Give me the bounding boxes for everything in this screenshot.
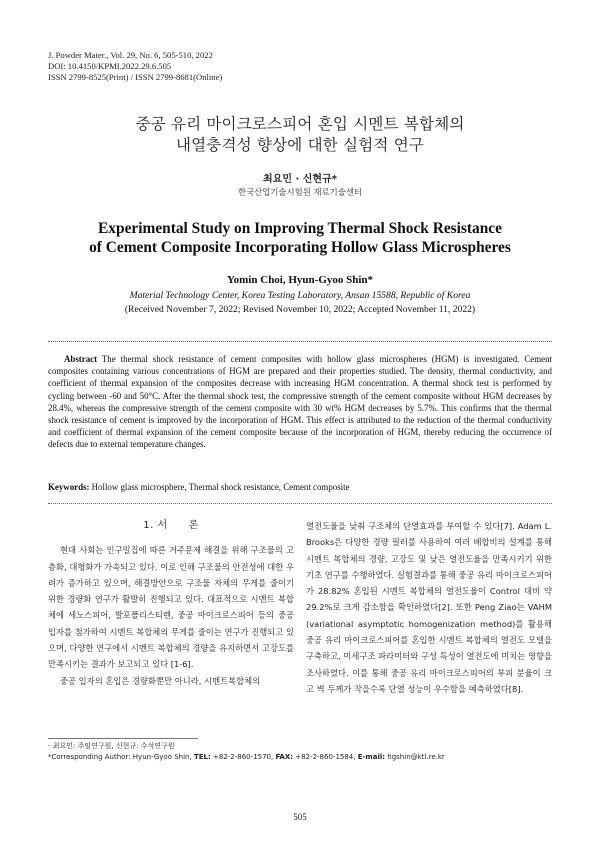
intro-paragraph-2: 중공 입자의 혼입은 경량화뿐만 아니라, 시멘트복합체의 bbox=[60, 675, 261, 686]
footnote-divider bbox=[48, 738, 198, 739]
corresponding-label: *Corresponding Author: bbox=[48, 753, 131, 761]
english-title-line1: Experimental Study on Improving Thermal Shock Resistance bbox=[98, 220, 502, 237]
email-label: E-mail: bbox=[357, 753, 386, 761]
fax-value: +82-2-860-1584, bbox=[295, 753, 356, 761]
intro-paragraph-continued: 열전도율을 낮춰 구조체의 단열효과를 부여할 수 있다[7]. Adam L. Brooks은 다양한 경량 필러를 사용하여 여러 배합비의 설계를 통해 시멘트 복합체의 경량, 고강도 및 낮은 열전도율을 만족시키기 위한 기초 연구를 수행하였다. 실험결과를 통해 중공 유리 마이크로스피어가 28.82% 혼입된 시멘트 복합체의 열전도율이 Control 대비 약 29.2%로 크게 감소함을 확인하였다[2]. 또한 Peng Ziao는 VAHM (variational asymptotic homogenization method)를 활용해 중공 유리 마이크로스피어를 혼입한 시멘트 복합체의 열전도 모델을 구축하고, 미세구조 파라미터와 구성 특성이 열전도에 미치는 영향을 조사하였다. 이를 통해 중공 유리 마이크로스피어의 부피 분율이 크고 벽 두께가 작을수록 단열 성능이 우수함을 예측하였다[8]. bbox=[306, 521, 552, 694]
journal-meta bbox=[48, 50, 222, 84]
tel-value: +82-2-860-1570, bbox=[213, 753, 274, 761]
keywords bbox=[48, 482, 552, 492]
author-roles: - 최요민: 주임연구원, 신현규: 수석연구원 bbox=[48, 742, 175, 750]
korean-affiliation: 한국산업기술시험원 재료기술센터 bbox=[237, 187, 362, 197]
footnotes bbox=[48, 741, 568, 763]
korean-title-line2: 내열충격성 향상에 대한 실험적 연구 bbox=[175, 136, 425, 154]
korean-authors: 최요민 · 신현규* bbox=[263, 174, 337, 185]
english-title bbox=[30, 219, 570, 257]
journal-issn: ISSN 2799-8525(Print) / ISSN 2799-8681(Online) bbox=[48, 72, 223, 83]
corresponding-name: Hyun-Gyoo Shin, bbox=[132, 753, 192, 761]
english-authors: Yomin Choi, Hyun-Gyoo Shin* bbox=[226, 274, 374, 286]
journal-citation: J. Powder Mater., Vol. 29, No. 6, 505-510, 2022 bbox=[48, 50, 213, 60]
fax-label: FAX: bbox=[275, 753, 294, 761]
korean-title bbox=[40, 114, 560, 156]
keywords-text: Hollow glass microsphere, Thermal shock resistance, Cement composite bbox=[91, 482, 350, 492]
left-column bbox=[48, 518, 294, 689]
right-column bbox=[306, 518, 552, 697]
received-dates: (Received November 7, 2022; Revised November 10, 2022; Accepted November 11, 2022) bbox=[124, 304, 476, 315]
dotted-divider-top bbox=[48, 341, 552, 342]
journal-doi[interactable]: DOI: 10.4150/KPMI.2022.29.6.505 bbox=[48, 61, 172, 72]
korean-title-line1: 중공 유리 마이크로스피어 혼입 시멘트 복합체의 bbox=[135, 115, 465, 133]
abstract-text: The thermal shock resistance of cement composites with hollow glass microspheres (HGM) is investigated. Cement composites containing various concentrations of HGM are prepared and their properties studied. The density, thermal conductivity, and coefficient of thermal expansion of the composites decrease with increasing HGM concentration. A thermal shock test is performed by cycling between -60 and 50°C. After the thermal shock test, the compressive strength of the cement composite without HGM decreases by 28.4%, whereas the compressive strength of the cement composite with 30 wt% HGM decreases by 5.7%. This confirms that the thermal shock resistance of cement is improved by the incorporation of HGM. This effect is attributed to the reduction of the thermal conductivity and coefficient of thermal expansion of the cement composite because of the incorporation of HGM, thereby reducing the occurrence of defects due to external temperature changes. bbox=[48, 354, 552, 450]
english-title-line2: of Cement Composite Incorporating Hollow Glass Microspheres bbox=[89, 239, 511, 256]
section-heading-introduction: 1. 서 론 bbox=[143, 520, 199, 531]
tel-label: TEL: bbox=[193, 753, 211, 761]
abstract-label: Abstract bbox=[64, 354, 98, 364]
email-link[interactable]: hgshin@ktl.re.kr bbox=[387, 753, 445, 761]
dotted-divider-bottom bbox=[48, 503, 552, 504]
abstract bbox=[48, 353, 552, 451]
keywords-label: Keywords: bbox=[48, 482, 90, 492]
english-affiliation: Material Technology Center, Korea Testing Laboratory, Ansan 15588, Republic of Korea bbox=[129, 290, 471, 301]
corresponding-author bbox=[48, 752, 568, 763]
intro-paragraph-1: 현대 사회는 인구밀집에 따른 거주문제 해결을 위해 구조물의 고층화, 대형화가 가속되고 있다. 이로 인해 구조물의 안전성에 대한 우려가 증가하고 있으며, 해결방안으로 구조물 자체의 무게를 줄이기 위한 경량화 연구가 활발히 진행되고 있다. 대표적으로 시멘트 복합체에 세노스피어, 발포폴리스티렌, 중공 마이크로스피어 등의 중공 입자를 첨가하여 시멘트 복합체의 무게를 줄이는 연구가 진행되고 있으며, 다양한 연구에서 시멘트 복합체의 경량을 유지하면서 고강도를 만족시키는 결과가 보고되고 있다 [1-6]. bbox=[48, 545, 294, 670]
page-number: 505 bbox=[293, 812, 307, 822]
